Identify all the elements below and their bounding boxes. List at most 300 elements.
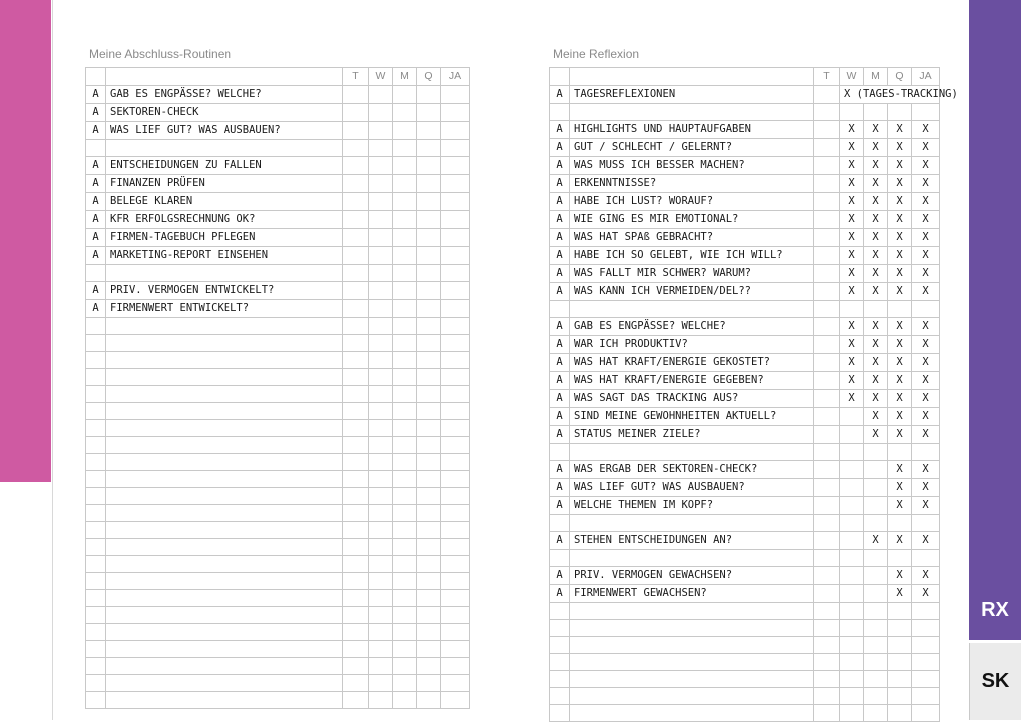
mark-cell <box>814 121 840 139</box>
mark-cell <box>369 335 393 352</box>
priority-cell: A <box>550 175 570 193</box>
mark-cell <box>369 607 393 624</box>
mark-cell: X <box>864 336 888 354</box>
mark-cell <box>393 556 417 573</box>
routine-text: PRIV. VERMOGEN GEWACHSEN? <box>570 567 814 585</box>
tracking-note: X (TAGES-TRACKING) <box>840 86 940 104</box>
mark-cell <box>369 590 393 607</box>
mark-cell <box>369 488 393 505</box>
mark-cell: X <box>864 354 888 372</box>
table-row <box>86 590 470 607</box>
priority-cell <box>86 641 106 658</box>
mark-cell <box>393 624 417 641</box>
mark-cell <box>393 369 417 386</box>
mark-cell <box>441 658 470 675</box>
routine-text <box>106 454 343 471</box>
routine-text: WAS HAT KRAFT/ENERGIE GEGEBEN? <box>570 372 814 390</box>
priority-cell <box>86 556 106 573</box>
mark-cell <box>840 567 864 585</box>
mark-cell <box>441 318 470 335</box>
tab-rx[interactable]: RX <box>981 598 1009 621</box>
mark-cell <box>441 590 470 607</box>
mark-cell <box>417 624 441 641</box>
mark-cell: X <box>888 318 912 336</box>
mark-cell: X <box>888 229 912 247</box>
mark-cell: X <box>912 372 940 390</box>
table-row <box>550 175 940 193</box>
mark-cell <box>417 420 441 437</box>
reflexion-table <box>549 67 958 722</box>
mark-cell <box>814 157 840 175</box>
priority-cell: A <box>86 193 106 211</box>
mark-cell <box>888 620 912 637</box>
left-page-title: Meine Abschluss-Routinen <box>89 47 232 61</box>
mark-cell <box>864 705 888 722</box>
header-period-t: T <box>343 68 369 86</box>
mark-cell <box>343 624 369 641</box>
priority-cell: A <box>86 86 106 104</box>
header-blank <box>106 68 343 86</box>
priority-cell: A <box>550 426 570 444</box>
table-row <box>550 283 940 301</box>
mark-cell <box>840 408 864 426</box>
mark-cell: X <box>840 372 864 390</box>
mark-cell <box>417 175 441 193</box>
mark-cell: X <box>912 336 940 354</box>
mark-cell <box>864 497 888 515</box>
routine-text <box>570 688 814 705</box>
mark-cell <box>814 408 840 426</box>
priority-cell <box>86 675 106 692</box>
mark-cell <box>393 692 417 709</box>
mark-cell: X <box>864 247 888 265</box>
table-row <box>550 121 940 139</box>
mark-cell: X <box>864 157 888 175</box>
mark-cell <box>814 193 840 211</box>
mark-cell <box>814 620 840 637</box>
mark-cell <box>864 688 888 705</box>
priority-cell <box>550 444 570 461</box>
mark-cell <box>864 637 888 654</box>
routine-text: WAS FALLT MIR SCHWER? WARUM? <box>570 265 814 283</box>
table-row <box>86 175 470 193</box>
table-row <box>550 688 940 705</box>
mark-cell: X <box>840 265 864 283</box>
mark-cell <box>343 352 369 369</box>
mark-cell <box>417 300 441 318</box>
mark-cell: X <box>864 532 888 550</box>
mark-cell <box>441 247 470 265</box>
mark-cell <box>864 479 888 497</box>
mark-cell <box>814 354 840 372</box>
mark-cell <box>369 420 393 437</box>
mark-cell <box>343 556 369 573</box>
table-row <box>86 403 470 420</box>
mark-cell <box>888 637 912 654</box>
priority-cell <box>86 573 106 590</box>
mark-cell: X <box>840 229 864 247</box>
mark-cell <box>417 104 441 122</box>
table-row <box>86 335 470 352</box>
priority-cell <box>86 607 106 624</box>
mark-cell <box>441 471 470 488</box>
mark-cell <box>343 658 369 675</box>
table-row <box>86 641 470 658</box>
mark-cell <box>814 603 840 620</box>
routine-text: FIRMEN-TAGEBUCH PFLEGEN <box>106 229 343 247</box>
mark-cell: X <box>888 426 912 444</box>
mark-cell <box>814 283 840 301</box>
mark-cell <box>343 140 369 157</box>
routine-text <box>106 471 343 488</box>
priority-cell: A <box>86 300 106 318</box>
table-row <box>550 426 940 444</box>
table-row <box>86 675 470 692</box>
mark-cell <box>369 641 393 658</box>
routine-text: GAB ES ENGPÄSSE? WELCHE? <box>570 318 814 336</box>
priority-cell: A <box>550 497 570 515</box>
table-row <box>550 654 940 671</box>
mark-cell: X <box>864 426 888 444</box>
mark-cell <box>441 556 470 573</box>
routine-text: WAS MUSS ICH BESSER MACHEN? <box>570 157 814 175</box>
mark-cell <box>441 624 470 641</box>
routine-text: PRIV. VERMOGEN ENTWICKELT? <box>106 282 343 300</box>
mark-cell <box>393 211 417 229</box>
mark-cell <box>441 265 470 282</box>
priority-cell: A <box>550 211 570 229</box>
table-row <box>86 658 470 675</box>
table-row <box>86 573 470 590</box>
mark-cell <box>814 139 840 157</box>
mark-cell <box>912 671 940 688</box>
mark-cell <box>814 567 840 585</box>
tab-sk[interactable]: SK <box>969 643 1021 720</box>
mark-cell <box>912 620 940 637</box>
mark-cell <box>441 86 470 104</box>
mark-cell <box>864 567 888 585</box>
mark-cell: X <box>912 157 940 175</box>
priority-cell: A <box>550 390 570 408</box>
mark-cell <box>840 585 864 603</box>
table-row <box>550 585 940 603</box>
table-row <box>86 624 470 641</box>
mark-cell <box>441 386 470 403</box>
mark-cell: X <box>840 139 864 157</box>
mark-cell <box>441 522 470 539</box>
mark-cell <box>343 175 369 193</box>
table-row <box>550 301 940 318</box>
mark-cell <box>393 157 417 175</box>
mark-cell <box>441 122 470 140</box>
routine-text <box>106 335 343 352</box>
mark-cell <box>888 104 912 121</box>
priority-cell <box>86 369 106 386</box>
table-row <box>550 620 940 637</box>
mark-cell: X <box>888 247 912 265</box>
routine-text <box>106 692 343 709</box>
mark-cell <box>417 590 441 607</box>
mark-cell: X <box>912 193 940 211</box>
routine-text <box>106 437 343 454</box>
mark-cell <box>864 515 888 532</box>
priority-cell <box>86 403 106 420</box>
priority-cell: A <box>550 372 570 390</box>
mark-cell: X <box>888 157 912 175</box>
mark-cell <box>814 247 840 265</box>
table-row <box>550 550 940 567</box>
mark-cell <box>393 122 417 140</box>
priority-cell: A <box>550 567 570 585</box>
table-row <box>86 122 470 140</box>
mark-cell <box>814 688 840 705</box>
mark-cell: X <box>888 211 912 229</box>
priority-cell: A <box>550 318 570 336</box>
mark-cell <box>343 369 369 386</box>
mark-cell <box>888 603 912 620</box>
mark-cell: X <box>912 567 940 585</box>
routine-text: WAS ERGAB DER SEKTOREN-CHECK? <box>570 461 814 479</box>
routine-text: WAS HAT KRAFT/ENERGIE GEKOSTET? <box>570 354 814 372</box>
mark-cell <box>369 658 393 675</box>
mark-cell <box>441 352 470 369</box>
mark-cell <box>343 122 369 140</box>
mark-cell <box>441 454 470 471</box>
header-period-m: M <box>393 68 417 86</box>
mark-cell <box>417 692 441 709</box>
mark-cell <box>343 229 369 247</box>
routine-text <box>106 488 343 505</box>
mark-cell <box>369 437 393 454</box>
table-row <box>550 567 940 585</box>
table-row <box>550 354 940 372</box>
priority-cell: A <box>550 86 570 104</box>
table-row <box>550 265 940 283</box>
mark-cell: X <box>888 408 912 426</box>
routine-text: WAR ICH PRODUKTIV? <box>570 336 814 354</box>
mark-cell: X <box>864 265 888 283</box>
mark-cell: X <box>864 318 888 336</box>
mark-cell <box>864 603 888 620</box>
routine-text: STEHEN ENTSCHEIDUNGEN AN? <box>570 532 814 550</box>
routine-text <box>570 654 814 671</box>
mark-cell <box>864 620 888 637</box>
mark-cell: X <box>840 211 864 229</box>
priority-cell <box>86 522 106 539</box>
priority-cell: A <box>86 282 106 300</box>
mark-cell <box>840 637 864 654</box>
mark-cell <box>840 461 864 479</box>
mark-cell <box>912 444 940 461</box>
routine-text: GUT / SCHLECHT / GELERNT? <box>570 139 814 157</box>
mark-cell: X <box>912 283 940 301</box>
mark-cell: X <box>912 461 940 479</box>
mark-cell <box>814 426 840 444</box>
mark-cell <box>343 607 369 624</box>
mark-cell <box>441 539 470 556</box>
mark-cell: X <box>912 229 940 247</box>
priority-cell: A <box>550 229 570 247</box>
priority-cell <box>550 688 570 705</box>
mark-cell <box>343 282 369 300</box>
mark-cell <box>814 550 840 567</box>
routine-text <box>570 620 814 637</box>
priority-cell: A <box>550 479 570 497</box>
mark-cell <box>343 211 369 229</box>
mark-cell <box>369 386 393 403</box>
mark-cell <box>417 488 441 505</box>
mark-cell: X <box>840 390 864 408</box>
priority-cell: A <box>86 122 106 140</box>
mark-cell <box>814 175 840 193</box>
priority-cell <box>550 705 570 722</box>
mark-cell <box>393 590 417 607</box>
table-row <box>86 300 470 318</box>
routine-text <box>106 403 343 420</box>
header-period-q: Q <box>888 68 912 86</box>
mark-cell <box>417 607 441 624</box>
table-row <box>86 420 470 437</box>
mark-cell <box>864 654 888 671</box>
mark-cell <box>393 505 417 522</box>
mark-cell: X <box>840 283 864 301</box>
mark-cell <box>912 705 940 722</box>
mark-cell <box>888 515 912 532</box>
mark-cell <box>343 193 369 211</box>
mark-cell <box>393 488 417 505</box>
priority-cell: A <box>86 229 106 247</box>
mark-cell <box>369 140 393 157</box>
table-row <box>86 539 470 556</box>
mark-cell <box>417 229 441 247</box>
mark-cell <box>814 336 840 354</box>
table-row <box>550 637 940 654</box>
mark-cell: X <box>864 211 888 229</box>
table-row <box>550 336 940 354</box>
routine-text <box>570 550 814 567</box>
mark-cell <box>369 692 393 709</box>
mark-cell <box>369 175 393 193</box>
mark-cell <box>417 247 441 265</box>
mark-cell: X <box>888 372 912 390</box>
mark-cell <box>888 654 912 671</box>
table-row <box>86 386 470 403</box>
routine-text: KFR ERFOLGSRECHNUNG OK? <box>106 211 343 229</box>
mark-cell: X <box>888 283 912 301</box>
mark-cell <box>840 479 864 497</box>
routine-text <box>570 104 814 121</box>
priority-cell <box>86 539 106 556</box>
mark-cell: X <box>888 532 912 550</box>
routine-text: BELEGE KLAREN <box>106 193 343 211</box>
table-row <box>550 671 940 688</box>
table-row <box>550 193 940 211</box>
mark-cell: X <box>912 121 940 139</box>
priority-cell: A <box>550 585 570 603</box>
mark-cell <box>912 515 940 532</box>
mark-cell: X <box>888 479 912 497</box>
table-row <box>86 211 470 229</box>
mark-cell <box>840 654 864 671</box>
mark-cell: X <box>912 247 940 265</box>
mark-cell: X <box>912 354 940 372</box>
table-row <box>550 157 940 175</box>
mark-cell <box>417 193 441 211</box>
mark-cell: X <box>912 265 940 283</box>
mark-cell <box>441 692 470 709</box>
mark-cell <box>441 211 470 229</box>
table-row <box>86 86 470 104</box>
routine-text <box>106 140 343 157</box>
routine-text <box>106 607 343 624</box>
mark-cell <box>343 318 369 335</box>
mark-cell <box>343 641 369 658</box>
mark-cell <box>814 532 840 550</box>
mark-cell <box>417 386 441 403</box>
mark-cell <box>441 420 470 437</box>
mark-cell <box>417 318 441 335</box>
mark-cell <box>441 229 470 247</box>
mark-cell <box>417 157 441 175</box>
mark-cell: X <box>840 354 864 372</box>
mark-cell <box>393 403 417 420</box>
mark-cell <box>369 352 393 369</box>
mark-cell <box>369 505 393 522</box>
priority-cell <box>550 671 570 688</box>
routine-text <box>106 556 343 573</box>
mark-cell <box>814 479 840 497</box>
routine-text: FINANZEN PRÜFEN <box>106 175 343 193</box>
priority-cell <box>86 590 106 607</box>
mark-cell <box>888 550 912 567</box>
routine-text: WELCHE THEMEN IM KOPF? <box>570 497 814 515</box>
mark-cell: X <box>840 336 864 354</box>
mark-cell: X <box>888 265 912 283</box>
routine-text: GAB ES ENGPÄSSE? WELCHE? <box>106 86 343 104</box>
mark-cell: X <box>912 585 940 603</box>
mark-cell <box>814 372 840 390</box>
priority-cell: A <box>550 121 570 139</box>
mark-cell <box>393 386 417 403</box>
mark-cell <box>343 675 369 692</box>
priority-cell <box>86 658 106 675</box>
routine-text <box>106 624 343 641</box>
mark-cell: X <box>912 211 940 229</box>
table-row <box>550 408 940 426</box>
routine-text: HABE ICH SO GELEBT, WIE ICH WILL? <box>570 247 814 265</box>
mark-cell <box>369 675 393 692</box>
mark-cell <box>393 675 417 692</box>
priority-cell: A <box>550 193 570 211</box>
mark-cell <box>393 86 417 104</box>
mark-cell <box>369 454 393 471</box>
mark-cell <box>369 282 393 300</box>
mark-cell: X <box>840 157 864 175</box>
mark-cell <box>864 550 888 567</box>
mark-cell <box>417 122 441 140</box>
mark-cell <box>441 437 470 454</box>
mark-cell <box>814 301 840 318</box>
routine-text <box>570 301 814 318</box>
mark-cell: X <box>864 193 888 211</box>
mark-cell: X <box>912 426 940 444</box>
table-row <box>550 247 940 265</box>
mark-cell <box>417 140 441 157</box>
mark-cell <box>912 104 940 121</box>
mark-cell <box>369 318 393 335</box>
priority-cell: A <box>86 175 106 193</box>
header-period-ja: JA <box>912 68 940 86</box>
